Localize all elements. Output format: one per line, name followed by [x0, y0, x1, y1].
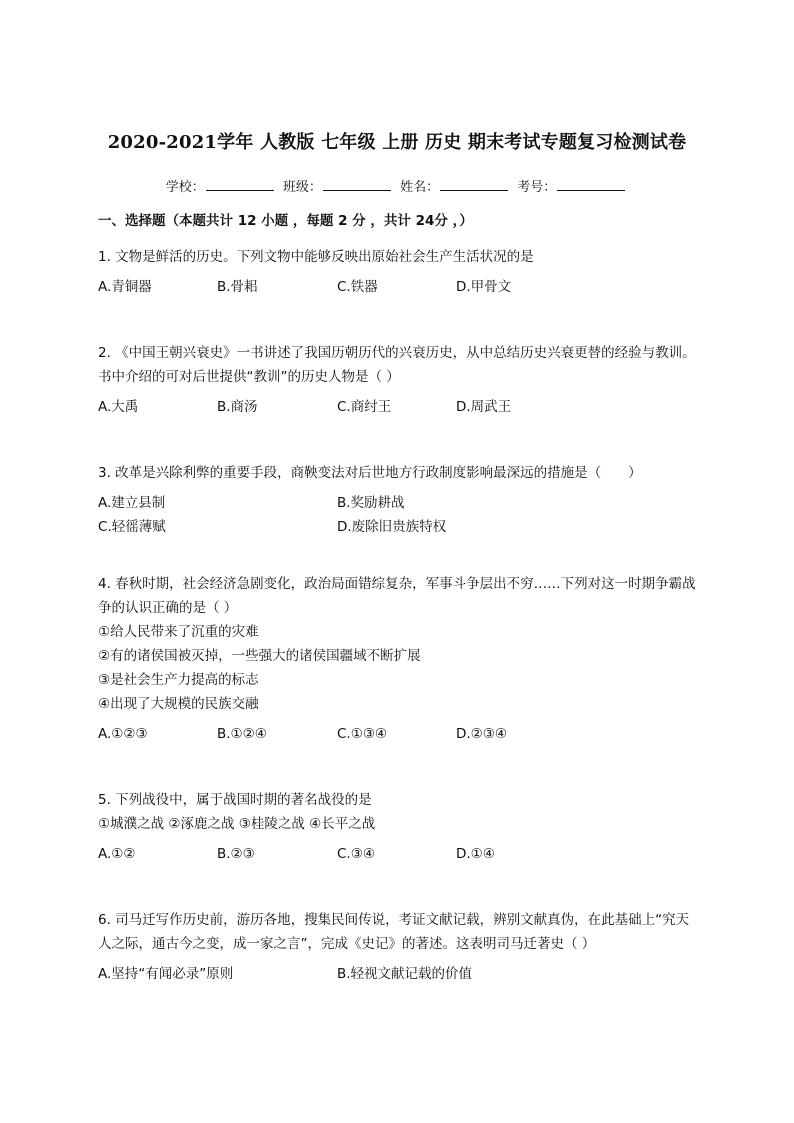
options-row [98, 275, 698, 299]
question-1 [98, 245, 698, 299]
class-label: 班级： [282, 180, 322, 195]
question-6 [98, 908, 698, 986]
option-a: A.①②③ [98, 726, 148, 742]
option-a: A.青铜器 [98, 279, 152, 295]
options-row [98, 395, 698, 419]
question-4 [98, 572, 698, 746]
options-row [98, 842, 698, 866]
statement: ④出现了大规模的民族交融 [98, 696, 259, 712]
number-blank [557, 178, 625, 191]
option-a: A.①② [98, 846, 136, 862]
question-stem: 4. 春秋时期，社会经济急剧变化，政治局面错综复杂，军事斗争层出不穷……下列对这一时期争霸战争的认识正确的是（ ） [98, 576, 696, 616]
class-blank [323, 178, 391, 191]
name-blank [440, 178, 508, 191]
option-d: D.①④ [456, 846, 495, 862]
question-2 [98, 341, 698, 419]
option-c: C.铁器 [337, 279, 378, 295]
option-b: B.骨耜 [217, 279, 258, 295]
option-d: D.废除旧贵族特权 [337, 519, 447, 535]
option-b: B.②③ [217, 846, 255, 862]
school-blank [206, 178, 274, 191]
question-stem: 6. 司马迁写作历史前，游历各地，搜集民间传说，考证文献记载，辨别文献真伪，在此基础上“究天人之际，通古今之变，成一家之言”，完成《史记》的著述。这表明司马迁著史（ ） [98, 912, 690, 952]
page-title: 2020-2021学年 人教版 七年级 上册 历史 期末考试专题复习检测试卷 [107, 132, 687, 153]
option-c: C.轻徭薄赋 [98, 519, 166, 535]
option-b: B.奖励耕战 [337, 495, 405, 511]
option-b: B.①②④ [217, 726, 267, 742]
option-a: A.建立县制 [98, 495, 166, 511]
option-a: A.坚持“有闻必录”原则 [98, 966, 234, 982]
name-label: 姓名： [400, 180, 440, 195]
option-b: B.轻视文献记载的价值 [337, 966, 473, 982]
option-b: B.商汤 [217, 399, 258, 415]
section-heading: 一、选择题（本题共计 12 小题 ，每题 2 分 ，共计 24分 ，） [98, 213, 473, 229]
option-c: C.商纣王 [337, 399, 392, 415]
statement: ①城濮之战 ②涿鹿之战 ③桂陵之战 ④长平之战 [98, 816, 376, 832]
option-c: C.①③④ [337, 726, 388, 742]
option-c: C.③④ [337, 846, 375, 862]
statement: ②有的诸侯国被灭掉，一些强大的诸侯国疆域不断扩展 [98, 648, 421, 664]
options-grid [98, 491, 698, 539]
question-stem: 5. 下列战役中，属于战国时期的著名战役的是 [98, 792, 372, 808]
question-stem: 1. 文物是鲜活的历史。下列文物中能够反映出原始社会生产生活状况的是 [98, 249, 534, 265]
options-grid [98, 962, 698, 986]
option-d: D.甲骨文 [456, 279, 512, 295]
options-row [98, 722, 698, 746]
question-stem: 2. 《中国王朝兴衰史》一书讲述了我国历朝历代的兴衰历史，从中总结历史兴衰更替的经验与教训。书中介绍的可对后世提供“教训”的历史人物是（ ） [98, 345, 696, 385]
statement: ①给人民带来了沉重的灾难 [98, 624, 259, 640]
option-d: D.周武王 [456, 399, 512, 415]
option-a: A.大禹 [98, 399, 139, 415]
question-5 [98, 788, 698, 866]
school-label: 学校： [165, 180, 205, 195]
question-stem: 3. 改革是兴除利弊的重要手段，商鞅变法对后世地方行政制度影响最深远的措施是（ ） [98, 465, 642, 481]
option-d: D.②③④ [456, 726, 507, 742]
student-info-line [0, 176, 794, 195]
statement: ③是社会生产力提高的标志 [98, 672, 259, 688]
question-3 [98, 461, 698, 539]
number-label: 考号： [517, 180, 557, 195]
